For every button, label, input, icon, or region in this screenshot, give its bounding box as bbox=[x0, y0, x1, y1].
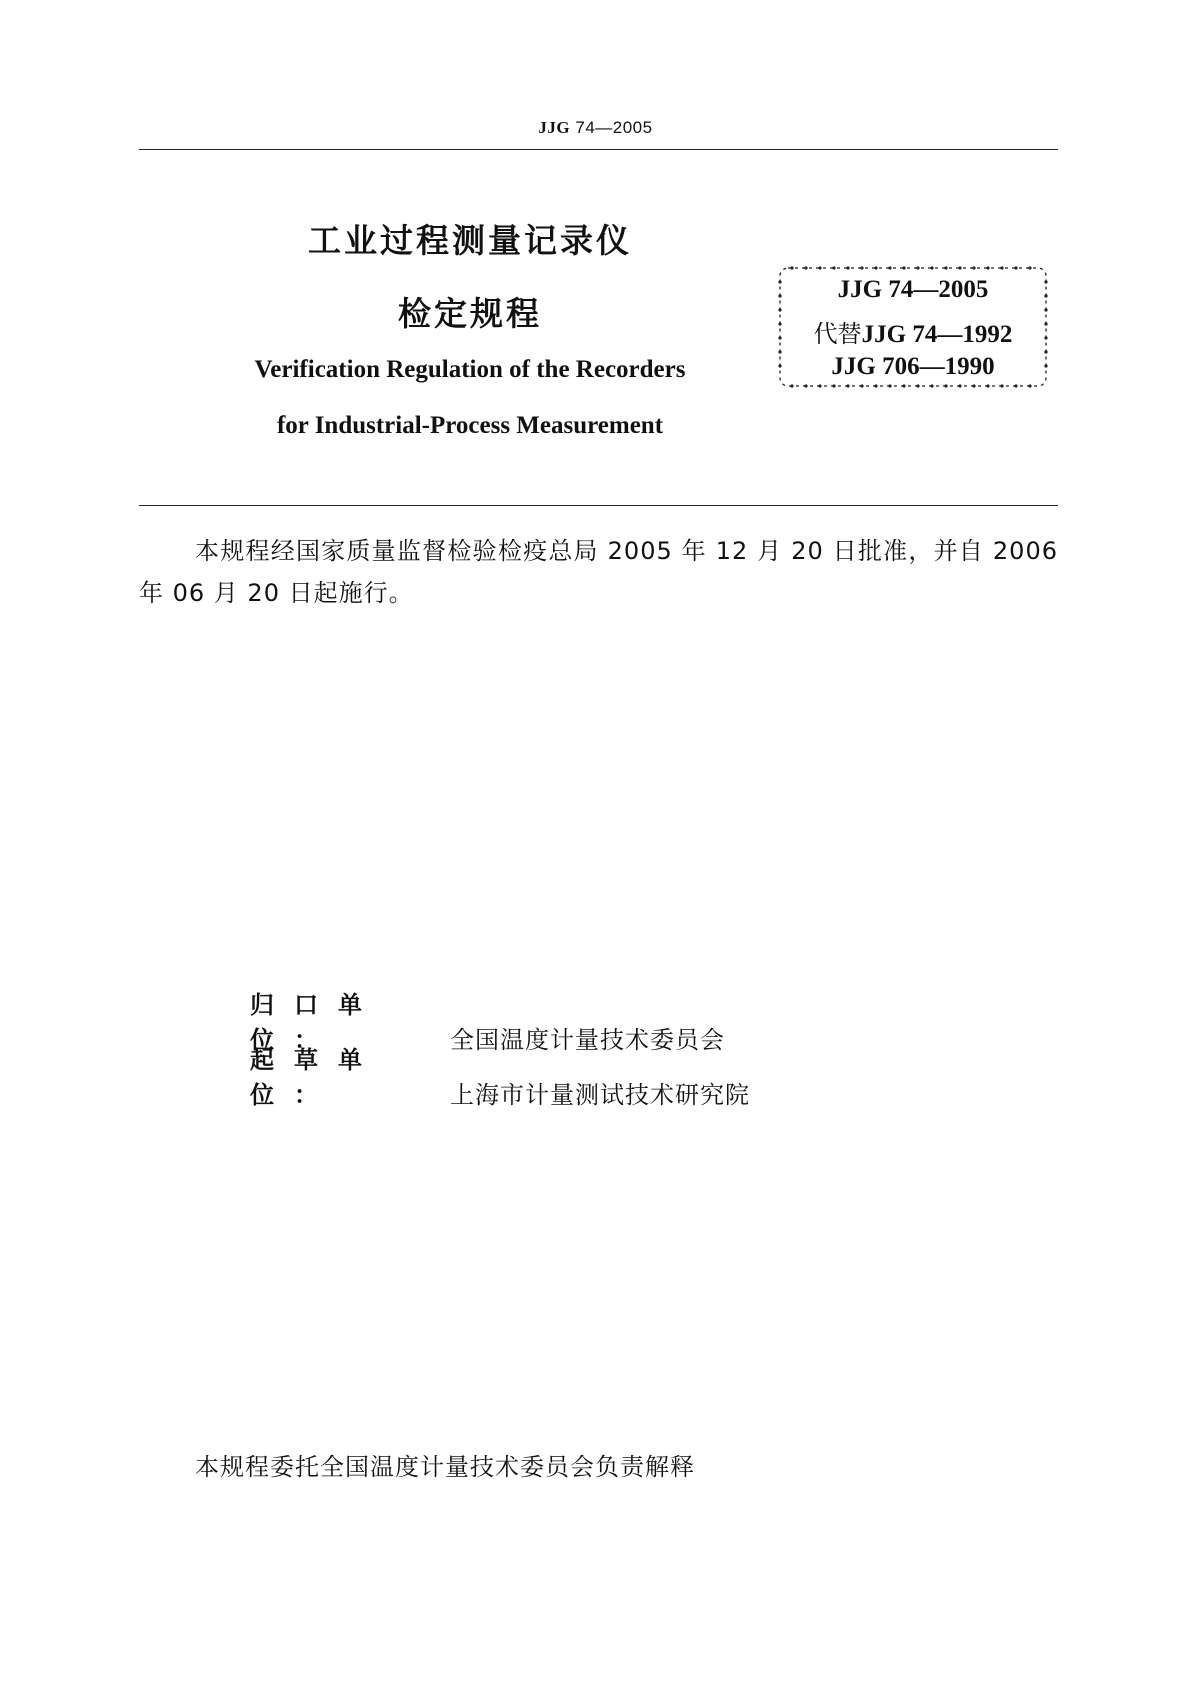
header-code-prefix: JJG bbox=[538, 118, 571, 137]
title-chinese-line2: 检定规程 bbox=[398, 294, 542, 333]
top-divider bbox=[139, 149, 1058, 150]
drafting-unit-row bbox=[250, 1040, 750, 1110]
code-box-replaces-label: 代替 bbox=[813, 320, 862, 348]
interpretation-note: 本规程委托全国温度计量技术委员会负责解释 bbox=[195, 1453, 695, 1481]
approval-statement: 本规程经国家质量监督检验检疫总局 2005 年 12 月 20 日批准，并自 2006 年 06 月 20 日起施行。 bbox=[139, 537, 1058, 607]
title-english-line2: for Industrial-Process Measurement bbox=[276, 412, 664, 439]
title-chinese-line1: 工业过程测量记录仪 bbox=[308, 221, 632, 260]
drafting-unit-value: 上海市计量测试技术研究院 bbox=[450, 1081, 750, 1109]
header-code-number: 74—2005 bbox=[575, 118, 653, 137]
code-box-replaces-line bbox=[776, 314, 1050, 349]
header-standard-code bbox=[0, 118, 1191, 138]
middle-divider bbox=[139, 505, 1058, 506]
drafting-unit-label: 起草单位： bbox=[250, 1046, 382, 1109]
title-english-line1: Verification Regulation of the Recorders bbox=[254, 356, 686, 383]
responsible-unit-value: 全国温度计量技术委员会 bbox=[450, 1026, 725, 1054]
code-box-current-code: JJG 74—2005 bbox=[837, 276, 989, 303]
responsible-unit-label: 归口单位： bbox=[250, 991, 382, 1054]
standard-code-box bbox=[776, 264, 1050, 390]
code-box-replaced-code-2: JJG 706—1990 bbox=[831, 353, 995, 380]
code-box-replaced-code-1: JJG 74—1992 bbox=[861, 321, 1013, 348]
